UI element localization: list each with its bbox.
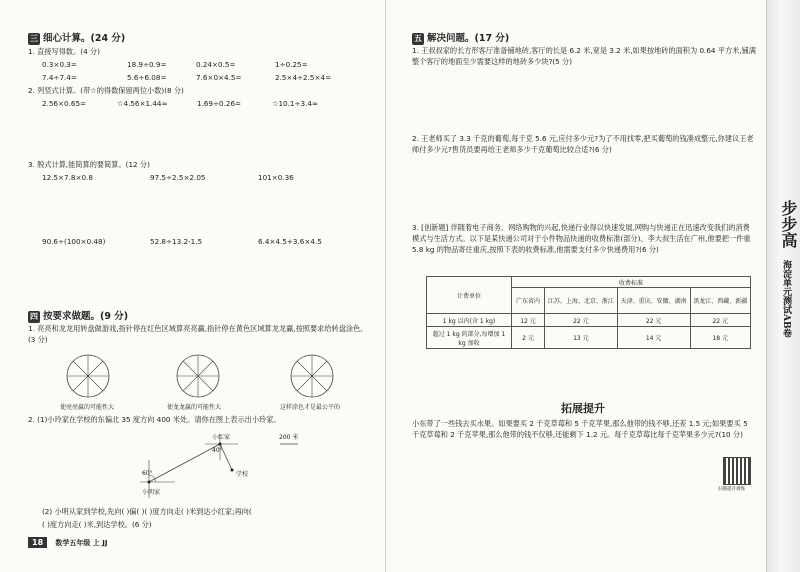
q4-2-line1: (2) 小明从家到学校,先向( )偏( )( )度方向走( )米到达小红家;再向( — [42, 507, 252, 516]
right-page — [386, 0, 766, 572]
problem-2: 2. 王老师买了 3.3 千克的葡萄,每千克 5.6 元,应付多少元?为了不用找零,把买葡萄的钱凑成整元,你建议王老师付多少元?售货员要再给王老师多少千克葡萄比较合适?(6 分) — [412, 134, 754, 154]
q4-2-line2: ( )度方向走( )米,到达学校。(6 分) — [42, 520, 152, 529]
section-3-heading: 三 细心计算。(24 分) — [30, 33, 126, 44]
q4-2-text: 2. (1)小玲家在学校的东偏北 35 度方向 400 米处。请你在图上表示出小玲家。 — [28, 415, 281, 424]
extension-problem: 小东带了一些钱去买水果。如果要买 2 千克草莓和 5 千克苹果,那么他带的钱不够,还差 1.5 元;如果要买 5 千克草莓和 2 千克苹果,那么他带的钱不仅够,还能剩下 1.2 元。每千克草莓比每千克苹果多少元?(10 分) — [412, 419, 748, 439]
fee-table: 计费单位 收费标准 广东省内 江苏、上海、北京、浙江 天津、重庆、安徽、湖南 黑龙江、西藏、新疆 1 kg 以内(含 1 kg) 12 元 22 元 22 元 22 元 超过 1 kg 的部分,每增加 1 kg 加收 2 元 13 元 14 元 18 元 — [426, 276, 751, 349]
problem-3: 3. [创新题] 伴随着电子商务、网络购物的兴起,快递行业得以快速发展,网购与快递正在迅速改变我们的消费模式与生活方式。以下是某快递公司对于小件物品快递的收费标准(部分)。李大叔生活在广州,他要把一件重 5.8 kg 的物品寄往重庆,按照下表的收费标准,他需要支付多少快递费用?(6 分) — [412, 223, 751, 254]
problem-1: 1. 王叔叔家的长方形客厅准备铺地砖,客厅的长是 6.2 米,宽是 3.2 米,如果按地砖的面积为 0.64 平方米,铺满整个客厅的地面至少需要这样的地砖多少块?(5 分) — [412, 46, 756, 66]
qr-code-icon[interactable] — [723, 457, 751, 485]
qr-caption: 扫描提升训练 — [718, 487, 745, 492]
q4-1-text: 1. 亮亮和龙龙用转盘做游戏,指针停在红色区域算亮亮赢,指针停在黄色区域算龙龙赢,按照要求给转盘涂色。(3 分) — [28, 324, 368, 344]
page-footer: 18 数学五年级 上 JJ — [28, 538, 107, 548]
spinner-3[interactable] — [291, 355, 333, 397]
section-4-badge: 四 — [30, 311, 38, 321]
q2-title: 2. 列竖式计算。(带☆的得数保留两位小数)(8 分) — [28, 86, 184, 95]
label-school: 学校 — [236, 471, 249, 478]
q3-title: 3. 脱式计算,能简算的要简算。(12 分) — [28, 160, 150, 169]
spinner-2[interactable] — [177, 355, 219, 397]
extension-title: 拓展提升 — [561, 402, 605, 415]
section-4-heading: 四 按要求做题。(9 分) — [30, 311, 129, 322]
label-xiaohong-home: 小红家 — [212, 434, 231, 441]
q1-title: 1. 直接写得数。(4 分) — [28, 47, 100, 56]
spinner-1[interactable] — [67, 355, 109, 397]
left-page: 三 细心计算。(24 分) 1. 直接写得数。(4 分) 0.3×0.3= 18.9÷0.9= 0.24×0.5= 1÷0.25= 7.4÷7.4= 5.6÷6.08= 7.6×0×4.5= 2.5×4÷2.5×4= 2. 列竖式计算。(带☆的得数保留两位小数)(8 分) 2.56×0.65= ☆4.56×1.44≈ 1.69÷0.26= ☆10.1÷3.4≈ 3. 脱式计算,能简算的要简算。(12 分) 12.5×7.8×0.8 97.5÷2.5×2.05 101×0.36 90.6÷(100×0.48) 52.8÷13.2-1.5 6.4×4.5+3.6×4.5 四 按要求做题。(9 分) 1. 亮亮和龙龙用转盘做游戏,指针停在红色区域算亮亮赢,指针停在黄色区域算龙龙赢,按照要求给转盘涂色。(3 分) 使亮亮赢的可能性大 使龙龙赢的可能性大 这样涂色才是最公平的 2. (1)小玲家在学校的东偏北 35 度方向 400 米处。请你在图上表示出小玲家。 小红家 40° 60° 学校 小明家 200 米 (2) 小明从家到学校,先向( )偏( )( )度方向走( )米到达小红家;再向( ( )度方向走( )米,到达学校。(6 分) 18 数学五年级 上 JJ — [0, 0, 386, 572]
map-scale: 200 米 — [279, 434, 299, 441]
section-3-badge: 三 — [30, 33, 38, 43]
label-xiaoming-home: 小明家 — [142, 489, 161, 496]
spine-brand: 步步高 — [779, 200, 798, 248]
page-number: 18 — [28, 537, 47, 548]
spine-series: 海淀单元测试AB卷 — [781, 260, 791, 338]
section-5-badge: 五 — [414, 33, 422, 43]
spinners-illustration — [40, 352, 360, 402]
section-5-heading: 五 解决问题。(17 分) — [414, 33, 510, 44]
